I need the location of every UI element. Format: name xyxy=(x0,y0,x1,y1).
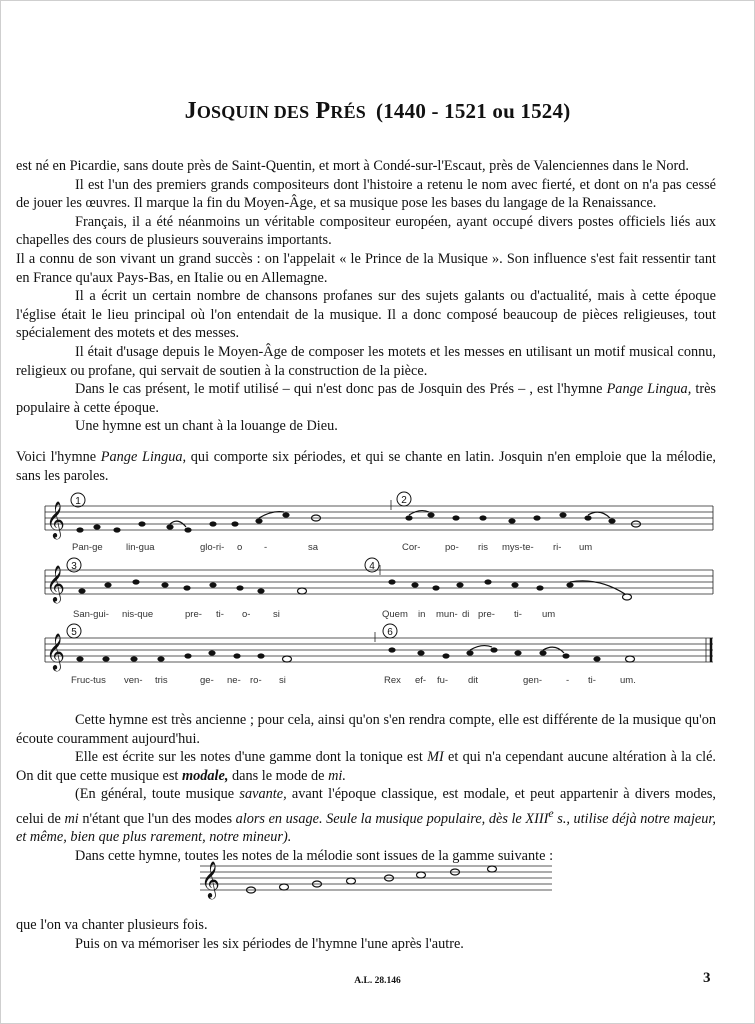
period-number: 4 xyxy=(369,561,375,572)
lyric-syllable: Fruc-tus xyxy=(71,675,106,686)
lyric-syllable: - xyxy=(566,675,570,686)
lyric-syllable: Pan-ge xyxy=(72,542,103,553)
lyric-syllable: nis-que xyxy=(122,609,154,620)
lyric-syllable: ris xyxy=(478,542,489,553)
lyric-syllable: in xyxy=(418,609,426,620)
lyric-syllable: ti- xyxy=(588,675,596,686)
lyric-syllable: ro- xyxy=(250,675,262,686)
treble-clef-icon: 𝄞 xyxy=(46,500,65,538)
period-number: 1 xyxy=(75,496,81,507)
page-number: 3 xyxy=(703,970,711,986)
paragraph: Une hymne est un chant à la louange de Dieu. xyxy=(75,418,338,435)
lyric-syllable: o xyxy=(237,542,243,553)
paragraph: Cette hymne est très ancienne ; pour cela, ainsi qu'on s'en rendra compte, elle est différente de la musique qu'on écoute couramment aujourd'hui. xyxy=(16,712,716,747)
paragraph: Elle est écrite sur les notes d'une gamme dont la tonique est MI et qui n'a cependant aucune altération à la clé. On dit que cette musique est modale, dans le mode de mi. xyxy=(16,749,716,784)
lyric-syllable: Cor- xyxy=(402,542,421,553)
paragraph: Il a écrit un certain nombre de chansons profanes sur des sujets galants ou d'actualité, mais à cette époque l'église était le lieu principal où l'on entendait de la musique. Il a donc composé beaucoup de pièces religieuses, tout spécialement des motets et des messes. xyxy=(16,288,716,342)
lyric-syllable: ne- xyxy=(227,675,241,686)
paragraph: Puis on va mémoriser les six périodes de l'hymne l'une après l'autre. xyxy=(75,935,464,952)
lyric-syllable: po- xyxy=(445,542,459,553)
paragraph: est né en Picardie, sans doute près de Saint-Quentin, et mort à Condé-sur-l'Escaut, près de Valenciennes dans le Nord. xyxy=(16,158,689,174)
period-number: 2 xyxy=(401,495,407,506)
lyric-syllable: ven- xyxy=(124,675,143,686)
composer-dates: (1440 - 1521 ou 1524) xyxy=(376,99,571,123)
lyric-syllable: um xyxy=(579,542,593,553)
paragraph: Il était d'usage depuis le Moyen-Âge de composer les motets et les messes en utilisant un motif musical connu, religieux ou profane, qui servait de soutien à la construction de la pièce. xyxy=(16,343,716,379)
lyric-syllable: pre- xyxy=(185,609,202,620)
analysis-text xyxy=(16,711,716,866)
lyric-syllable: sa xyxy=(308,542,319,553)
lyric-syllable: Quem xyxy=(382,609,408,620)
lyric-syllable: si xyxy=(279,675,286,686)
lyric-syllable: San-gui- xyxy=(73,609,109,620)
paragraph: que l'on va chanter plusieurs fois. xyxy=(16,917,208,933)
lyric-syllable: fu- xyxy=(437,675,449,686)
paragraph: Dans le cas présent, le motif utilisé – qui n'est donc pas de Josquin des Prés – , est l'hymne Pange Lingua, très populaire à cette époque. xyxy=(16,381,716,416)
closing-text xyxy=(16,916,716,953)
lyric-syllable: tris xyxy=(155,675,168,686)
lyric-syllable: um. xyxy=(620,675,636,686)
period-number: 3 xyxy=(71,561,77,572)
lyric-syllable: di xyxy=(462,609,470,620)
lyric-syllable: pre- xyxy=(478,609,495,620)
lyric-syllable: ge- xyxy=(200,675,214,686)
paragraph: (En général, toute musique savante, avant l'époque classique, est modale, et peut appartenir à divers modes, celui de mi n'étant que l'un des modes alors en usage. Seule la musique populaire, dès le XIIIe s., utilise déjà notre majeur, et même, bien que plus rarement, notre mineur). xyxy=(16,786,716,846)
lyric-syllable: mun- xyxy=(436,609,458,620)
lyric-syllable: Rex xyxy=(384,675,401,686)
paragraph: Voici l'hymne Pange Lingua, qui comporte six périodes, et qui se chante en latin. Josquin n'en emploie que la mélodie, sans les paroles. xyxy=(16,448,716,484)
paragraph: Français, il a été néanmoins un véritable compositeur européen, ayant occupé divers postes officiels liés aux chapelles des cours de plusieurs souverains importants. xyxy=(16,213,716,249)
lyric-syllable: ri- xyxy=(553,542,562,553)
lyric-syllable: o- xyxy=(242,609,251,620)
treble-clef-icon: 𝄞 xyxy=(201,860,220,898)
lyric-syllable: mys-te- xyxy=(502,542,534,553)
lyric-syllable: dit xyxy=(468,675,479,686)
paragraph: Dans cette hymne, toutes les notes de la mélodie sont issues de la gamme suivante : xyxy=(75,847,554,864)
publisher-code: A.L. 28.146 xyxy=(354,976,401,986)
lyric-syllable: si xyxy=(273,609,280,620)
treble-clef-icon: 𝄞 xyxy=(46,632,65,670)
lyric-syllable: ti- xyxy=(216,609,224,620)
lyric-syllable: - xyxy=(264,542,268,553)
lyric-syllable: lin-gua xyxy=(126,542,155,553)
lyric-syllable: glo-ri- xyxy=(200,542,225,553)
lyric-syllable: ti- xyxy=(514,609,522,620)
lyric-syllable: um xyxy=(542,609,556,620)
page-title: JOSQUIN DES PRÉS (1440 - 1521 ou 1524) xyxy=(184,98,571,124)
period-number: 5 xyxy=(71,627,77,638)
lyric-syllable: ef- xyxy=(415,675,427,686)
period-number: 6 xyxy=(387,627,393,638)
lyric-syllable: gen- xyxy=(523,675,543,686)
paragraph: Il a connu de son vivant un grand succès : on l'appelait « le Prince de la Musique ». Son influence s'est fait ressentir tant en France qu'aux Pays-Bas, en Italie ou en Allemagne. xyxy=(16,250,716,286)
treble-clef-icon: 𝄞 xyxy=(46,564,65,602)
paragraph: Il est l'un des premiers grands compositeurs dont l'histoire a retenu le nom avec fierté, et dont on n'a pas cessé de jouer les œuvres. Il marque la fin du Moyen-Âge, et sa musique pose les bases du langage de la Renaissance. xyxy=(16,176,716,212)
